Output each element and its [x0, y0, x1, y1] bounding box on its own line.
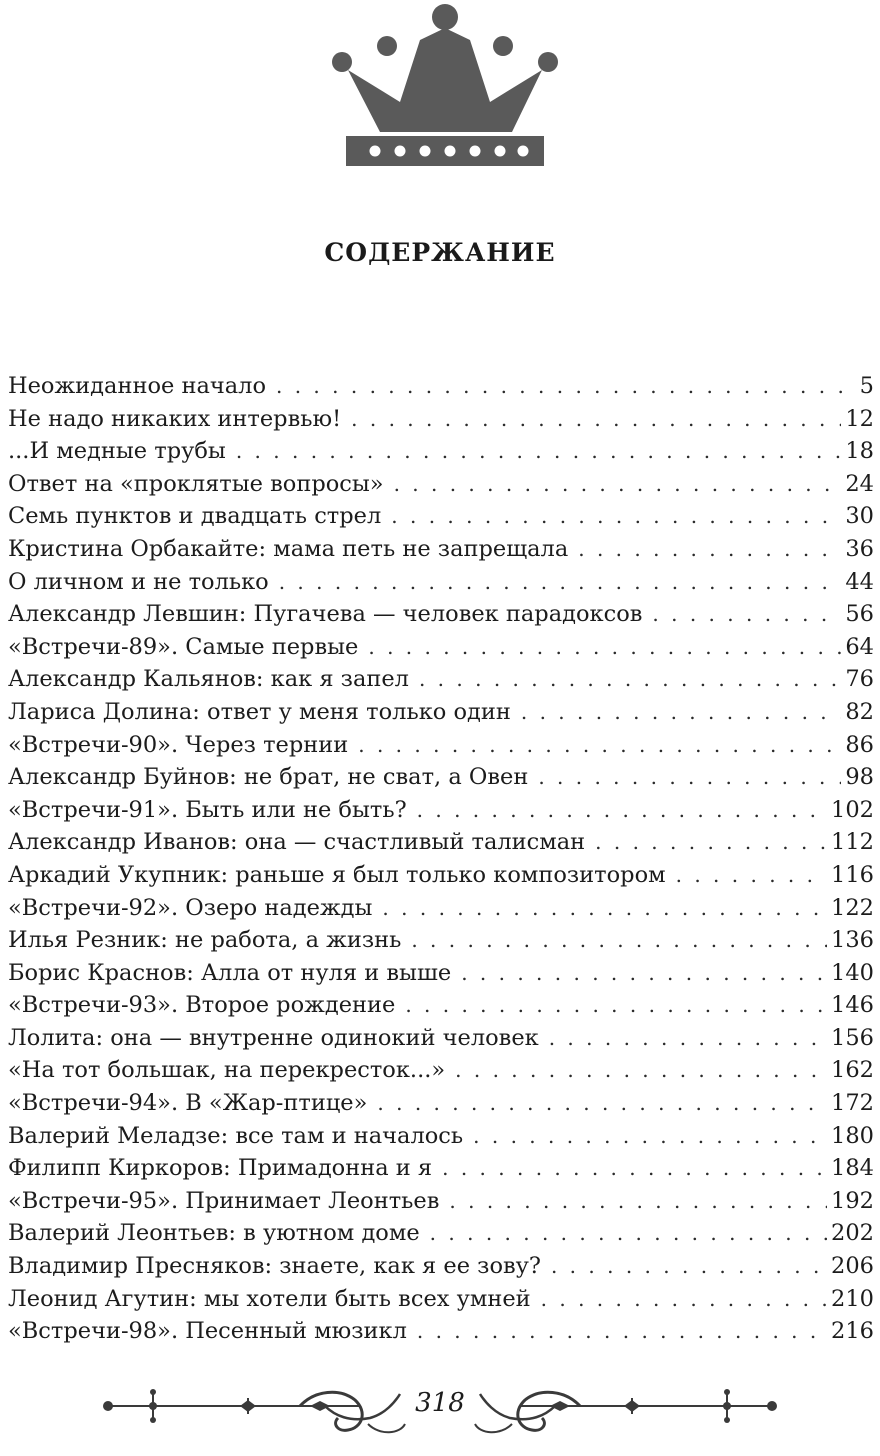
page-title: СОДЕРЖАНИЕ	[324, 238, 556, 267]
toc-entry-title: «Встречи-93». Второе рождение	[8, 992, 396, 1019]
toc-entry-title: Валерий Меладзе: все там и началось	[8, 1122, 464, 1149]
toc-entry-page: 112	[831, 829, 874, 856]
toc-entry-title: Семь пунктов и двадцать стрел	[8, 503, 382, 530]
toc-dot-leader	[430, 1217, 827, 1250]
toc-entry-title: «Встречи-98». Песенный мюзикл	[8, 1318, 407, 1345]
toc-entry	[8, 924, 874, 957]
toc-entry-title: Александр Иванов: она — счастливый талисман	[8, 829, 586, 856]
toc-entry-title: О личном и не только	[8, 568, 269, 595]
toc-entry	[8, 1152, 874, 1185]
toc-entry-page: 122	[831, 894, 874, 921]
toc-entry-page: 172	[831, 1090, 874, 1117]
toc-entry-title: «Встречи-95». Принимает Леонтьев	[8, 1187, 440, 1214]
toc-dot-leader	[449, 1185, 827, 1218]
toc-entry	[8, 696, 874, 729]
toc-dot-leader	[595, 826, 827, 859]
toc-entry	[8, 435, 874, 468]
toc-entry-title: Александр Кальянов: как я запел	[8, 666, 409, 693]
toc-dot-leader	[382, 892, 827, 925]
toc-entry	[8, 598, 874, 631]
toc-entry-title: Илья Резник: не работа, а жизнь	[8, 927, 402, 954]
toc-entry	[8, 859, 874, 892]
toc-entry-title: Александр Буйнов: не брат, не сват, а Овен	[8, 764, 529, 791]
toc-entry-page: 12	[845, 405, 874, 432]
toc-entry-title: «На тот большак, на перекресток...»	[8, 1057, 446, 1084]
toc-entry-page: 102	[831, 796, 874, 823]
toc-entry	[8, 370, 874, 403]
toc-dot-leader	[391, 500, 841, 533]
toc-dot-leader	[461, 957, 827, 990]
toc-dot-leader	[676, 859, 827, 892]
toc-entry-title: «Встречи-90». Через тернии	[8, 731, 349, 758]
toc-entry	[8, 892, 874, 925]
toc-entry-page: 5	[859, 373, 874, 399]
toc-dot-leader	[276, 370, 856, 403]
toc-entry	[8, 468, 874, 501]
toc-dot-leader	[419, 663, 841, 696]
toc-entry-page: 140	[831, 959, 874, 986]
toc-entry-title: Борис Краснов: Алла от нуля и выше	[8, 959, 452, 986]
toc-entry	[8, 957, 874, 990]
toc-entry	[8, 1022, 874, 1055]
toc-entry	[8, 403, 874, 436]
toc-entry-page: 206	[831, 1253, 874, 1280]
toc-entry-page: 56	[845, 601, 874, 628]
toc-entry-page: 210	[831, 1285, 874, 1312]
toc-dot-leader	[394, 468, 842, 501]
toc-entry	[8, 566, 874, 599]
toc-entry-page: 156	[831, 1024, 874, 1051]
toc-dot-leader	[236, 435, 842, 468]
table-of-contents	[8, 370, 874, 1348]
toc-dot-leader	[442, 1152, 827, 1185]
toc-dot-leader	[405, 989, 827, 1022]
toc-entry	[8, 1054, 874, 1087]
toc-entry-title: Валерий Леонтьев: в уютном доме	[8, 1220, 420, 1247]
toc-dot-leader	[578, 533, 841, 566]
toc-entry-page: 180	[831, 1122, 874, 1149]
toc-entry-page: 30	[845, 503, 874, 530]
toc-entry-title: «Встречи-91». Быть или не быть?	[8, 796, 407, 823]
toc-dot-leader	[411, 924, 827, 957]
toc-dot-leader	[279, 566, 842, 599]
toc-entry-page: 86	[845, 731, 874, 758]
toc-entry-page: 18	[845, 438, 874, 465]
toc-entry	[8, 1250, 874, 1283]
toc-entry-page: 44	[845, 568, 874, 595]
toc-entry-page: 202	[831, 1220, 874, 1247]
toc-entry-page: 24	[845, 470, 874, 497]
toc-dot-leader	[377, 1087, 827, 1120]
toc-entry-title: Владимир Пресняков: знаете, как я ее зову?	[8, 1253, 541, 1280]
page-number: 318	[415, 1388, 465, 1418]
toc-dot-leader	[368, 631, 841, 664]
toc-entry	[8, 1315, 874, 1348]
toc-entry-title: Александр Левшин: Пугачева — человек парадоксов	[8, 601, 643, 628]
toc-entry-page: 184	[831, 1155, 874, 1182]
toc-entry-title: Не надо никаких интервью!	[8, 405, 342, 432]
toc-entry	[8, 761, 874, 794]
toc-dot-leader	[473, 1120, 827, 1153]
toc-entry-page: 146	[831, 992, 874, 1019]
toc-dot-leader	[652, 598, 841, 631]
toc-entry-title: ...И медные трубы	[8, 438, 226, 465]
toc-entry	[8, 533, 874, 566]
toc-entry	[8, 1120, 874, 1153]
toc-entry-page: 36	[845, 535, 874, 562]
toc-entry	[8, 729, 874, 762]
toc-entry-page: 192	[831, 1187, 874, 1214]
toc-entry	[8, 826, 874, 859]
toc-dot-leader	[358, 729, 841, 762]
toc-dot-leader	[551, 1250, 827, 1283]
toc-entry-title: «Встречи-92». Озеро надежды	[8, 894, 373, 921]
crown-icon	[330, 0, 560, 170]
toc-entry-title: Аркадий Укупник: раньше я был только композитором	[8, 861, 666, 888]
toc-entry	[8, 1217, 874, 1250]
toc-entry-page: 216	[831, 1318, 874, 1345]
toc-dot-leader	[351, 403, 841, 436]
toc-entry	[8, 1087, 874, 1120]
toc-entry-page: 76	[845, 666, 874, 693]
toc-entry-title: Леонид Агутин: мы хотели быть всех умней	[8, 1285, 531, 1312]
toc-entry-page: 64	[845, 633, 874, 660]
toc-entry-title: Филипп Киркоров: Примадонна и я	[8, 1155, 433, 1182]
toc-entry-title: Лариса Долина: ответ у меня только один	[8, 698, 511, 725]
toc-entry	[8, 1185, 874, 1218]
toc-entry	[8, 989, 874, 1022]
toc-entry	[8, 631, 874, 664]
toc-entry-page: 98	[845, 764, 874, 791]
toc-entry	[8, 1283, 874, 1316]
toc-entry-page: 162	[831, 1057, 874, 1084]
toc-entry-title: Кристина Орбакайте: мама петь не запрещала	[8, 535, 569, 562]
toc-entry-title: Неожиданное начало	[8, 373, 266, 399]
toc-entry-title: «Встречи-94». В «Жар-птице»	[8, 1090, 368, 1117]
toc-entry-page: 136	[831, 927, 874, 954]
toc-entry-page: 82	[845, 698, 874, 725]
toc-entry-title: «Встречи-89». Самые первые	[8, 633, 359, 660]
toc-dot-leader	[455, 1054, 827, 1087]
toc-dot-leader	[538, 761, 841, 794]
toc-entry-page: 116	[831, 861, 874, 888]
toc-entry	[8, 794, 874, 827]
toc-entry	[8, 500, 874, 533]
toc-dot-leader	[417, 1315, 827, 1348]
toc-dot-leader	[521, 696, 842, 729]
toc-dot-leader	[549, 1022, 827, 1055]
toc-dot-leader	[417, 794, 827, 827]
toc-dot-leader	[541, 1283, 827, 1316]
toc-entry-title: Лолита: она — внутренне одинокий человек	[8, 1024, 539, 1051]
toc-entry	[8, 663, 874, 696]
toc-entry-title: Ответ на «проклятые вопросы»	[8, 470, 384, 497]
